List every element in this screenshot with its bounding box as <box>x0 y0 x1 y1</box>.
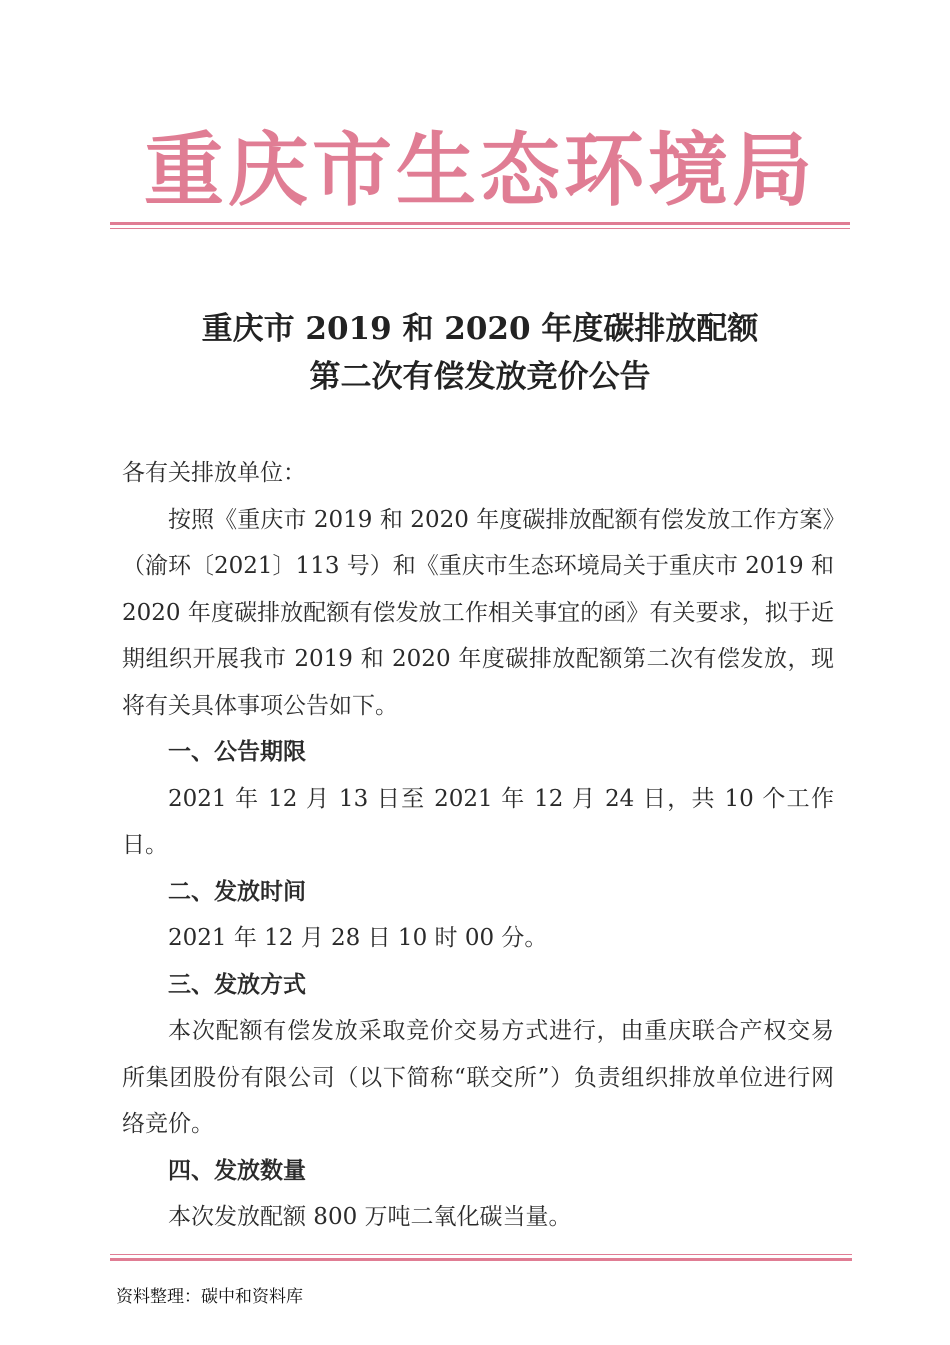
masthead-rule-thick <box>110 222 850 225</box>
masthead-rule-thin <box>110 228 850 229</box>
section-heading-quantity: 四、发放数量 <box>168 1157 306 1184</box>
section-text-time: 2021 年 12 月 28 日 10 时 00 分。 <box>168 925 548 951</box>
footer-source: 资料整理：碳中和资料库 <box>116 1287 303 1307</box>
section-heading-period: 一、公告期限 <box>168 739 306 765</box>
masthead-org-name: 重庆市生态环境局 <box>144 123 816 217</box>
document-title-line-1: 重庆市 2019 和 2020 年度碳排放配额 <box>201 311 759 347</box>
section-heading-method: 三、发放方式 <box>168 971 306 998</box>
section-text-quantity: 本次发放配额 800 万吨二氧化碳当量。 <box>168 1204 572 1230</box>
document-title-line-2: 第二次有偿发放竞价公告 <box>309 359 651 395</box>
salutation: 各有关排放单位： <box>122 460 306 486</box>
section-text-period: 2021 年 12 月 13 日至 2021 年 12 月 24 日，共 10 个工作日。 <box>122 785 834 858</box>
intro-paragraph: 按照《重庆市 2019 和 2020 年度碳排放配额有偿发放工作方案》（渝环〔2021〕113 号）和《重庆市生态环境局关于重庆市 2019 和 2020 年度碳排放配额有偿发放工作相关事宜的函》有关要求，拟于近期组织开展我市 2019 和 2020 年度碳排放配额第二次有偿发放，现将有关具体事项公告如下。 <box>122 506 834 719</box>
section-heading-time: 二、发放时间 <box>168 878 306 905</box>
document-title <box>110 305 850 401</box>
footer-rule-thin <box>110 1254 852 1255</box>
document-body <box>122 450 834 1241</box>
footer-rule-thick <box>110 1258 852 1261</box>
section-text-method: 本次配额有偿发放采取竞价交易方式进行，由重庆联合产权交易所集团股份有限公司（以下简称“联交所”）负责组织排放单位进行网络竞价。 <box>122 1018 834 1137</box>
